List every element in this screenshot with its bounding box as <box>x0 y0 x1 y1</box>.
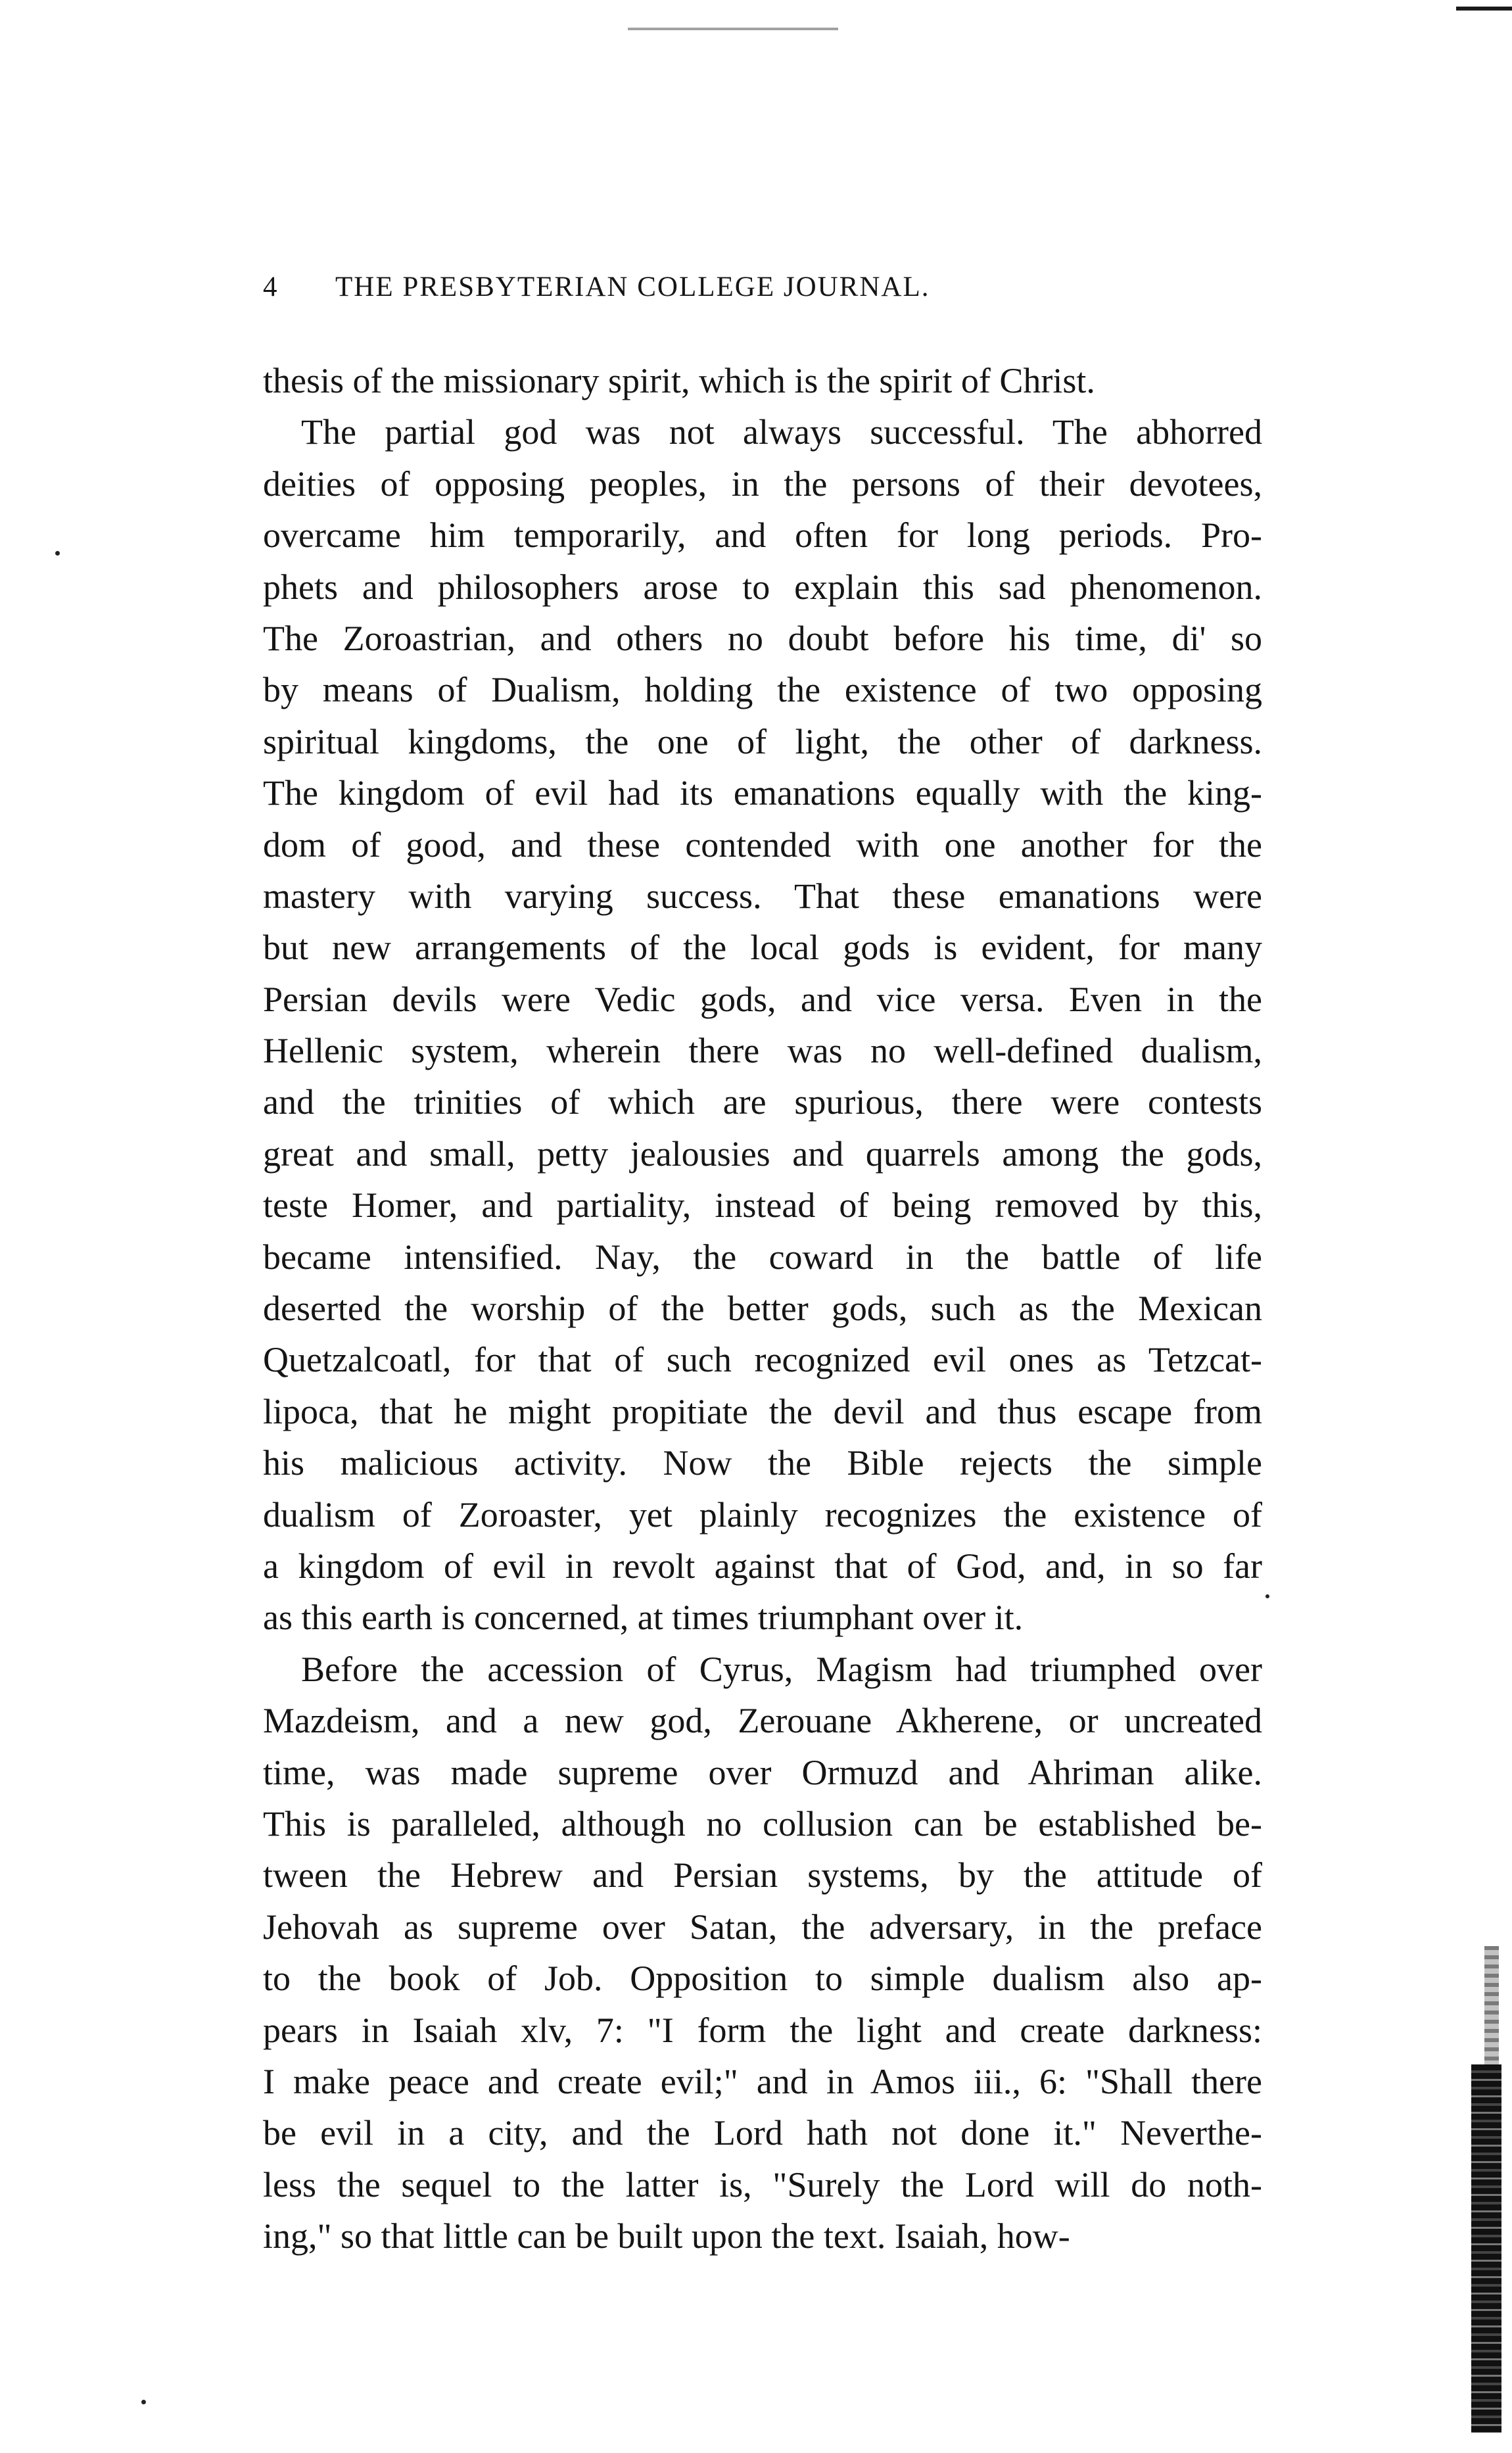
text-line: deserted the worship of the better gods, such as the Mexican <box>263 1289 1262 1329</box>
text-line: as this earth is concerned, at times triumphant over it. <box>263 1598 1024 1638</box>
text-line: Persian devils were Vedic gods, and vice versa. Even in the <box>263 979 1262 1019</box>
text-line: This is paralleled, although no collusion can be established be- <box>263 1803 1262 1844</box>
text-line: thesis of the missionary spirit, which is the spirit of Christ. <box>263 361 1095 400</box>
text-line: Jehovah as supreme over Satan, the adversary, in the preface <box>263 1907 1262 1947</box>
text-line: his malicious activity. Now the Bible rejects the simple <box>263 1443 1262 1483</box>
scan-speck <box>1265 1594 1269 1598</box>
text-line: teste Homer, and partiality, instead of being removed by this, <box>263 1185 1262 1226</box>
text-line: time, was made supreme over Ormuzd and Ahriman alike. <box>263 1752 1262 1792</box>
text-line: ing," so that little can be built upon the text. Isaiah, how- <box>263 2216 1070 2256</box>
text-line: to the book of Job. Opposition to simple dualism also ap- <box>263 1959 1262 1999</box>
text-line: became intensified. Nay, the coward in the battle of life <box>263 1237 1262 1277</box>
text-line: The Zoroastrian, and others no doubt before his time, di' so <box>263 618 1262 658</box>
text-line: Before the accession of Cyrus, Magism had triumphed over <box>301 1649 1262 1689</box>
text-line: spiritual kingdoms, the one of light, the other of darkness. <box>263 721 1262 761</box>
text-line: pears in Isaiah xlv, 7: "I form the light and create darkness: <box>263 2010 1262 2050</box>
scan-speck <box>55 551 60 556</box>
scan-edge-shadow <box>1471 2064 1501 2433</box>
running-title: THE PRESBYTERIAN COLLEGE JOURNAL. <box>335 272 930 302</box>
text-line: The kingdom of evil had its emanations equally with the king- <box>263 773 1262 813</box>
text-line: great and small, petty jealousies and quarrels among the gods, <box>263 1133 1262 1174</box>
running-header <box>263 271 1295 303</box>
text-line: overcame him temporarily, and often for long periods. Pro- <box>263 515 1262 556</box>
text-line: a kingdom of evil in revolt against that of God, and, in so far <box>263 1546 1262 1586</box>
text-line: deities of opposing peoples, in the persons of their devotees, <box>263 464 1262 504</box>
text-line: phets and philosophers arose to explain this sad phenomenon. <box>263 567 1262 607</box>
scan-edge-rule <box>1456 7 1512 11</box>
scan-speck <box>141 2400 146 2404</box>
text-line: I make peace and create evil;" and in Amos iii., 6: "Shall there <box>263 2061 1262 2101</box>
paragraph <box>263 355 1262 406</box>
scan-artifact-dash <box>628 28 838 30</box>
text-line: but new arrangements of the local gods is evident, for many <box>263 928 1262 968</box>
body-text <box>263 355 1262 2262</box>
paragraph <box>263 406 1262 1643</box>
text-line: Mazdeism, and a new god, Zerouane Akherene, or uncreated <box>263 1701 1262 1741</box>
text-line: by means of Dualism, holding the existence of two opposing <box>263 670 1262 710</box>
paragraph <box>263 1644 1262 2262</box>
text-line: Quetzalcoatl, for that of such recognized evil ones as Tetzcat- <box>263 1340 1262 1380</box>
text-line: be evil in a city, and the Lord hath not done it." Neverthe- <box>263 2113 1262 2153</box>
text-line: less the sequel to the latter is, "Surely the Lord will do noth- <box>263 2164 1262 2204</box>
text-line: Hellenic system, wherein there was no well-defined dualism, <box>263 1031 1262 1071</box>
text-line: dualism of Zoroaster, yet plainly recognizes the existence of <box>263 1494 1262 1535</box>
text-line: and the trinities of which are spurious, there were contests <box>263 1082 1262 1122</box>
text-line: tween the Hebrew and Persian systems, by the attitude of <box>263 1855 1262 1895</box>
scan-edge-shadow <box>1484 1946 1499 2064</box>
text-line: The partial god was not always successful. The abhorred <box>301 412 1262 452</box>
text-line: mastery with varying success. That these emanations were <box>263 876 1262 916</box>
text-line: dom of good, and these contended with one another for the <box>263 824 1262 865</box>
text-line: lipoca, that he might propitiate the devil and thus escape from <box>263 1391 1262 1431</box>
page-number: 4 <box>263 272 279 302</box>
